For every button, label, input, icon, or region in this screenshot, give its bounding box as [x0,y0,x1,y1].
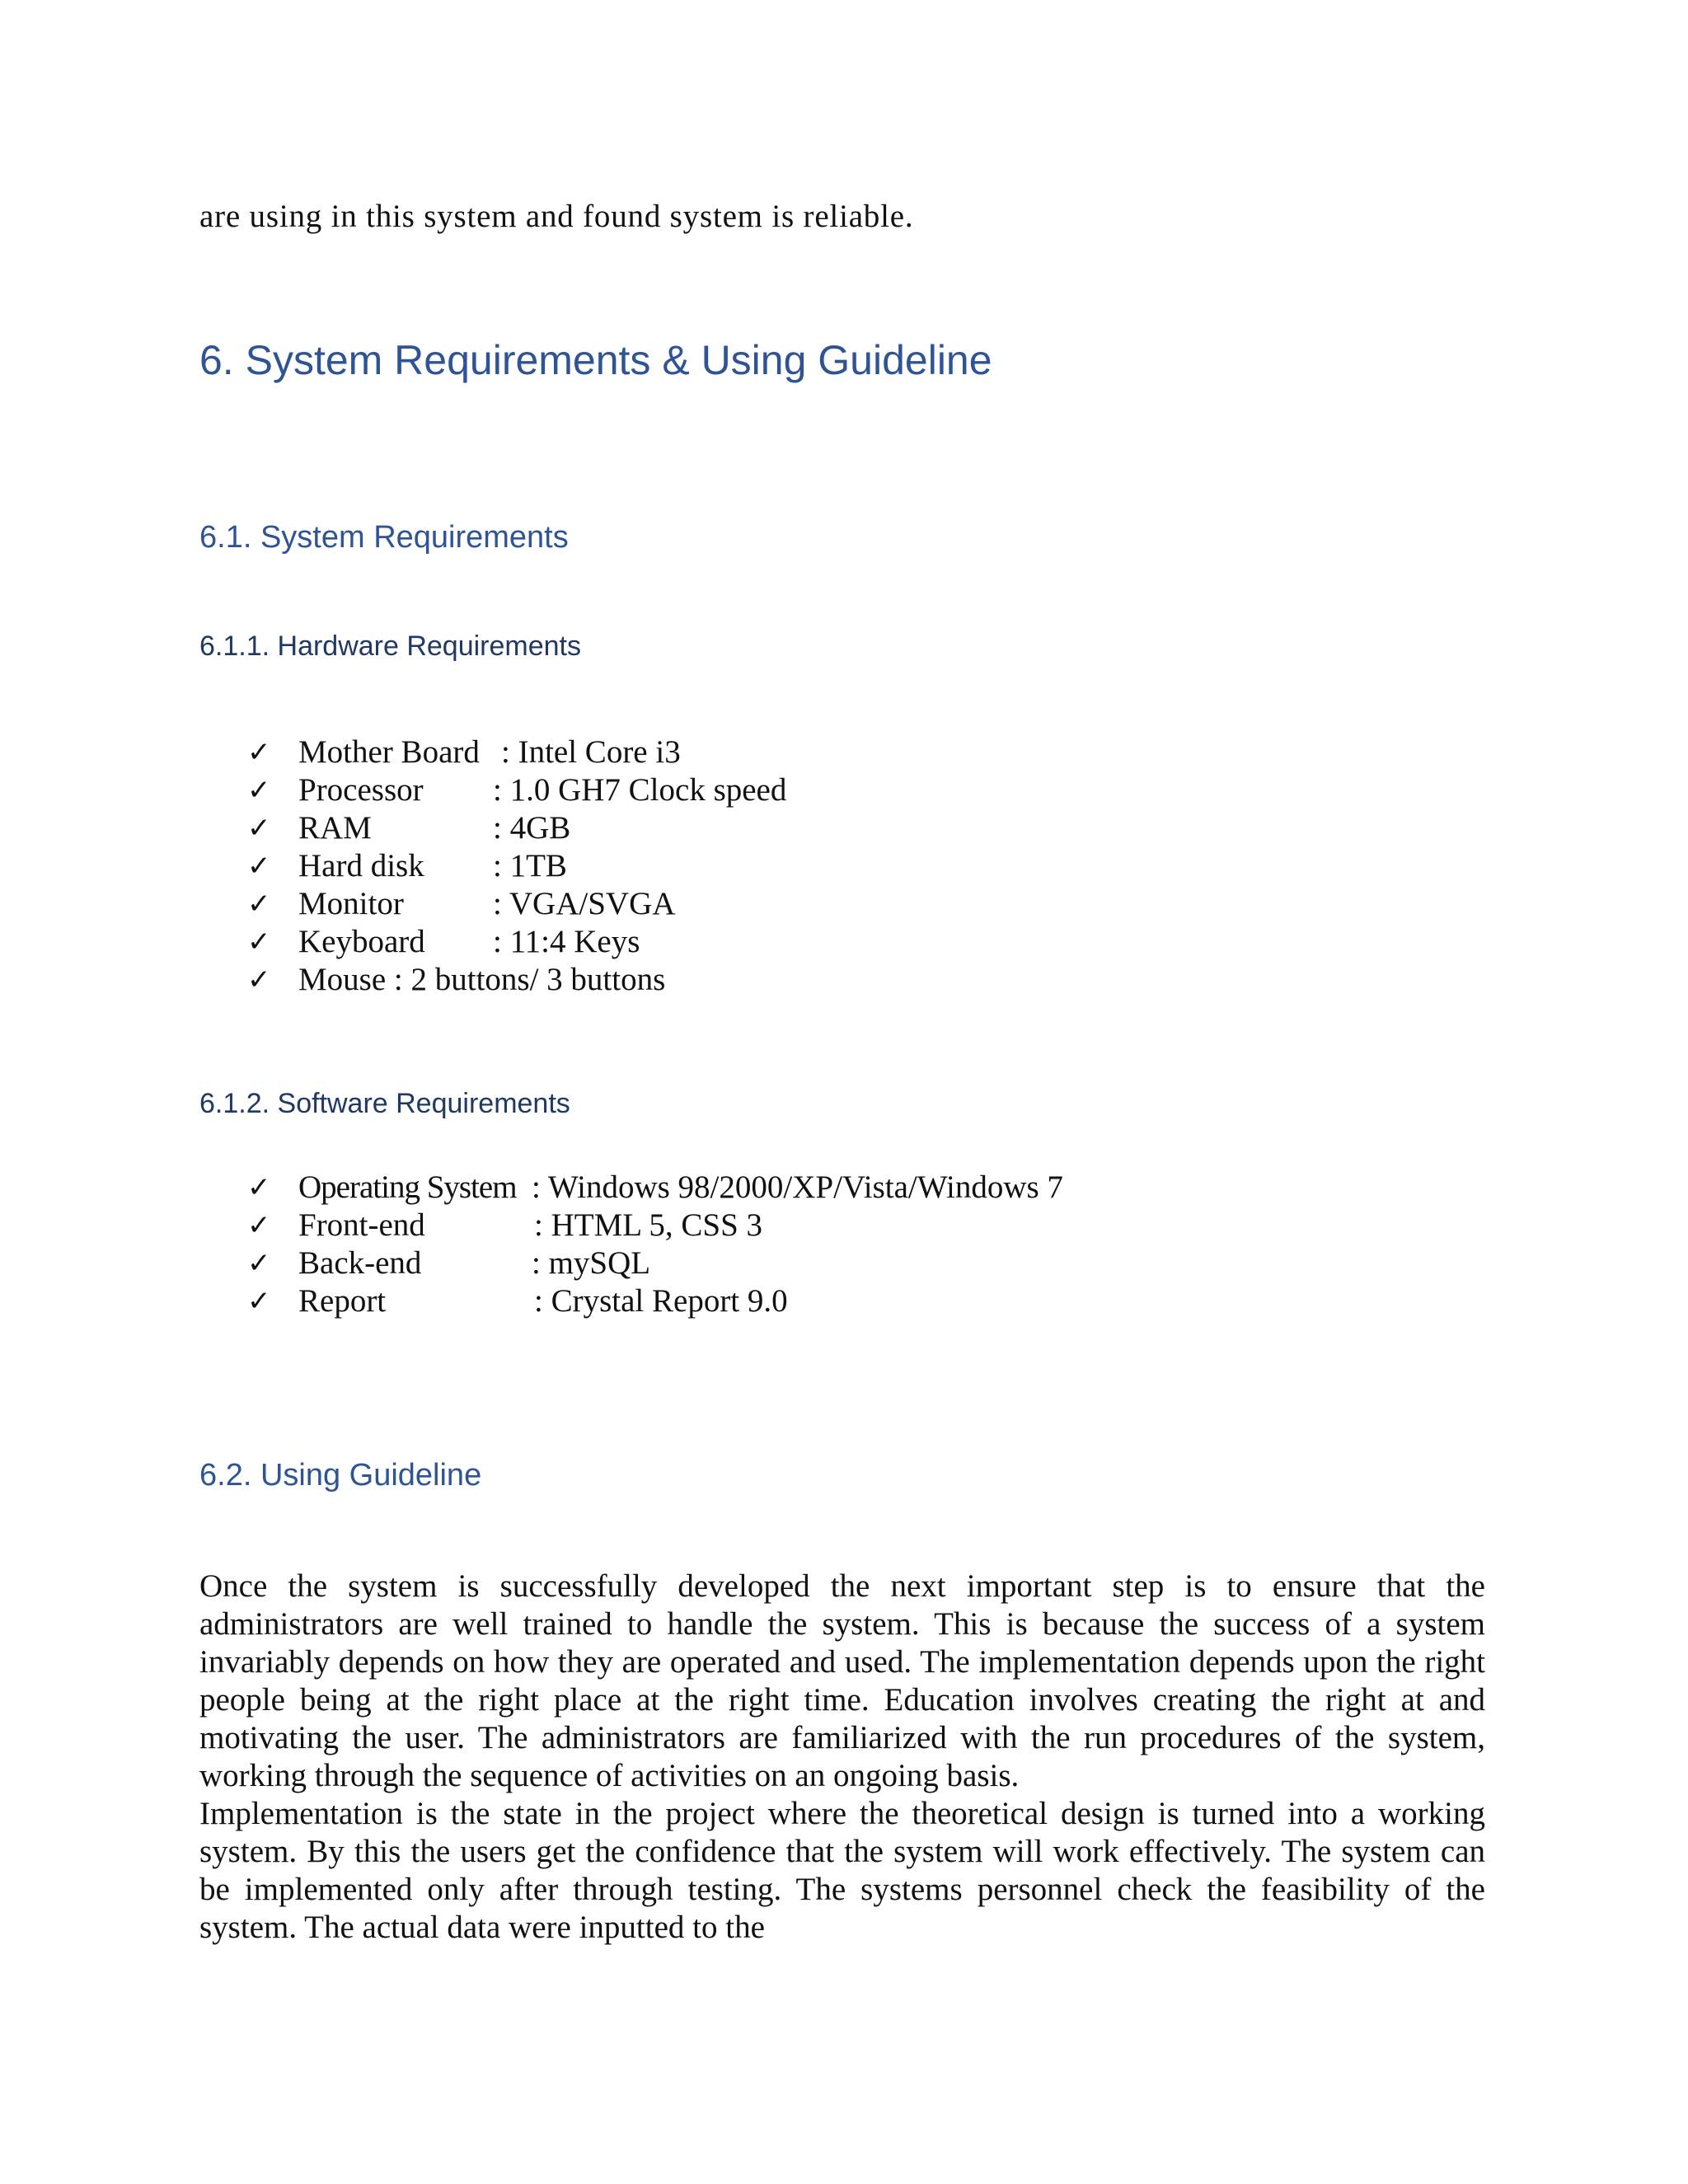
check-icon: ✓ [247,1209,271,1242]
check-icon: ✓ [247,1247,271,1280]
hardware-value: : 4GB [493,810,571,846]
check-icon: ✓ [247,963,271,996]
software-value: : HTML 5, CSS 3 [534,1207,763,1243]
hardware-heading: 6.1.1. Hardware Requirements [199,630,582,662]
check-icon: ✓ [247,774,271,807]
check-icon: ✓ [247,926,271,958]
hardware-value: : VGA/SVGA [493,886,676,921]
section-guideline-heading: 6.2. Using Guideline [199,1458,482,1493]
software-value: : mySQL [532,1245,651,1281]
guideline-paragraph-2: Implementation is the state in the project where the theoretical design is turned into a working system. By this the users get the confidence that the system will work effectively. The system can be implemented only after through testing. The systems personnel check the feasibility of the system. The actual data were inputted to the [199,1796,1485,1945]
hardware-value: : Intel Core i3 [501,734,681,770]
check-icon: ✓ [247,850,271,883]
guideline-body [199,1568,1485,1947]
hardware-label: Mouse : 2 buttons/ 3 buttons [298,962,666,997]
section-requirements-heading: 6.1. System Requirements [199,520,569,555]
hardware-label: RAM [298,810,372,846]
hardware-label: Keyboard [298,924,425,959]
software-value: : Crystal Report 9.0 [534,1283,788,1319]
software-value: : Windows 98/2000/XP/Vista/Windows 7 [532,1169,1063,1205]
hardware-label: Monitor [298,886,404,921]
check-icon: ✓ [247,1285,271,1318]
heading-main: 6. System Requirements & Using Guideline [199,337,992,383]
hardware-label: Processor [298,772,424,808]
check-icon: ✓ [247,888,271,921]
hardware-label: Mother Board [298,734,480,770]
hardware-value: : 1TB [493,848,567,883]
software-label: Back-end [298,1245,422,1281]
software-label: Operating System [298,1169,517,1205]
check-icon: ✓ [247,736,271,769]
software-label: Front-end [298,1207,425,1243]
check-icon: ✓ [247,812,271,845]
check-icon: ✓ [247,1171,271,1204]
hardware-value: : 11:4 Keys [493,924,640,959]
software-label: Report [298,1283,387,1319]
hardware-value: : 1.0 GH7 Clock speed [493,772,787,808]
software-heading: 6.1.2. Software Requirements [199,1088,570,1119]
intro-line: are using in this system and found system is reliable. [199,199,914,234]
guideline-paragraph-1: Once the system is successfully developed the next important step is to ensure that the administrators are well trained to handle the system. This is because the success of a system invariably depends on how they are operated and used. The implementation depends upon the right people being at the right place at the right time. Education involves creating the right at and motivating the user. The administrators are familiarized with the run procedures of the system, working through the sequence of activities on an ongoing basis. [199,1568,1485,1793]
hardware-label: Hard disk [298,848,424,883]
